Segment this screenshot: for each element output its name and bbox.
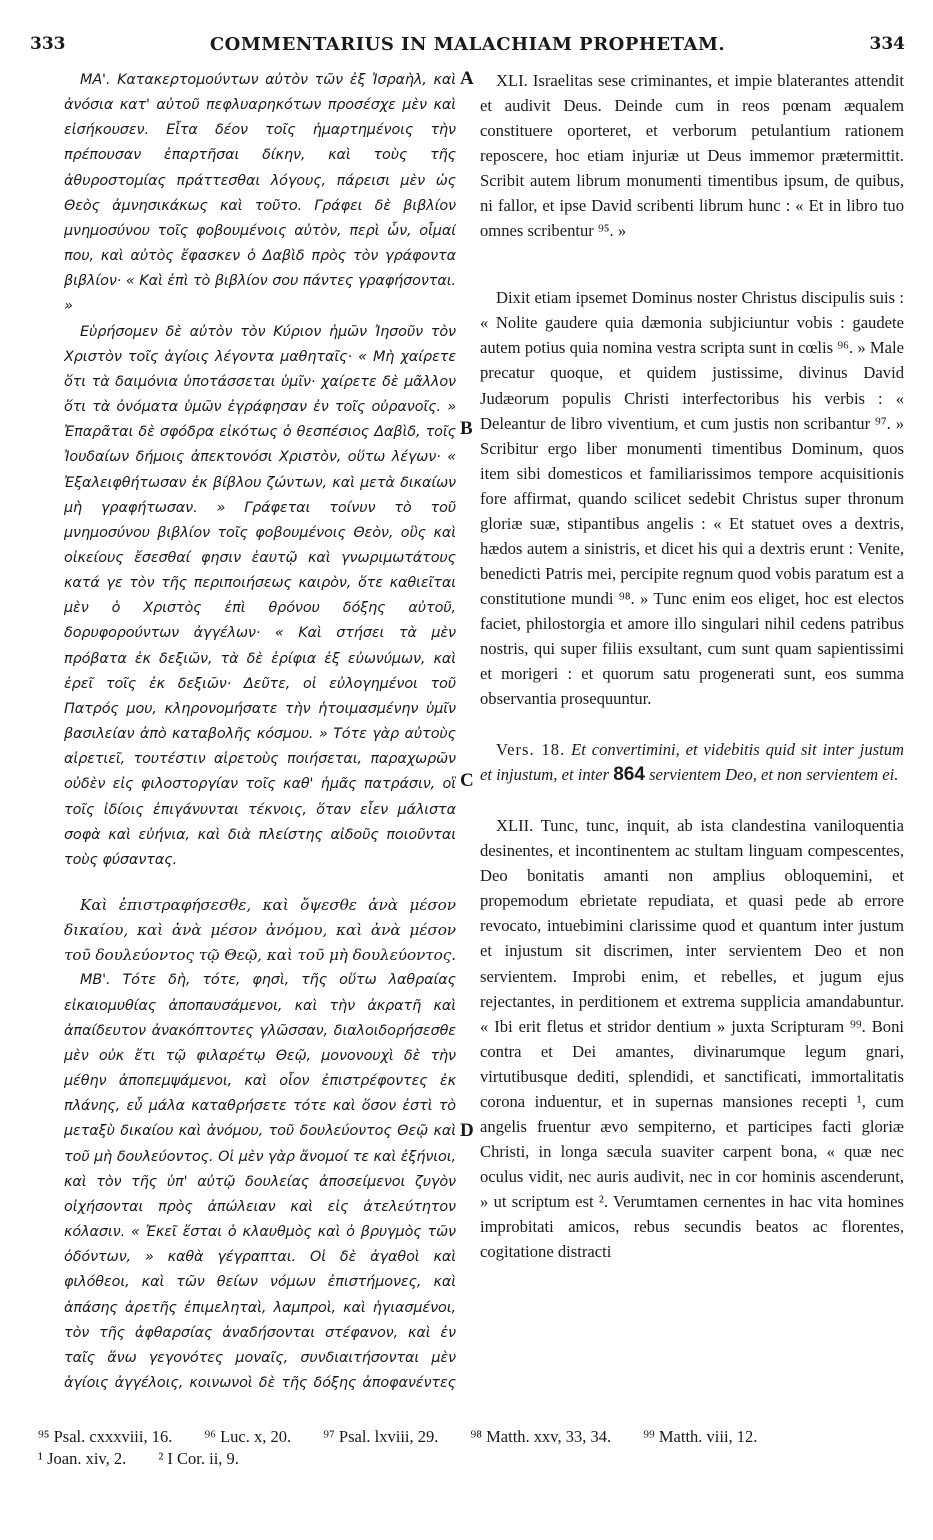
footnotes bbox=[38, 1426, 904, 1470]
footnote-2: ² I Cor. ii, 9. bbox=[158, 1449, 239, 1468]
running-title: COMMENTARIUS IN MALACHIAM PROPHETAM. bbox=[209, 34, 726, 55]
footnote-97: ⁹⁷ Psal. lxviii, 29. bbox=[323, 1427, 439, 1446]
latin-paragraph-42: XLII. Tunc, tunc, inquit, ab ista clandestina vaniloquentia desinentes, et incontinentem ac stultam linguam compescentes, Deo bonitatis amanti non amplius obloquemini, et propemodum ebrietate repudiata, et quasi pede ab errore revocato, intuebimini clarissime quod et quantum inter justum et injustum sit discrimen, inter servientem Deo et non servientem. Improbi enim, et rebelles, et jugum ejus rejectantes, in perditionem et extrema supplicia amandabuntur. « Ibi erit fletus et stridor dentium » juxta Scripturam ⁹⁹. Boni contra et Dei amantes, divinarumque legum gnari, virtutibusque dediti, splendidi, et sanctificati, immortalitatis corona induentur, et in supernas mansiones recepti ¹, cum angelis fruentur ævo sempiterno, et participes facti gloriæ Christi, in longa sæcula suaviter carpent bona, « quæ nec oculus vidit, nec auris audivit, nec in cor hominis ascenderunt, » ut scriptum est ². Verumtamen cernentes in hac vita homines improbitati amicos, rebus secundis beatos ac florentes, cogitatione distracti bbox=[480, 816, 904, 1262]
verse-label: Vers. 18. bbox=[496, 740, 566, 760]
greek-column bbox=[64, 68, 456, 1398]
running-header bbox=[30, 34, 905, 60]
footnote-99: ⁹⁹ Matth. viii, 12. bbox=[643, 1427, 758, 1446]
page-number-left: 333 bbox=[30, 34, 66, 54]
column-number: 864 bbox=[613, 764, 645, 786]
greek-verse: Καὶ ἐπιστραφήσεσθε, καὶ ὄψεσθε ἀνὰ μέσον δικαίου, καὶ ἀνὰ μέσον ἀνόμου, καὶ ἀνὰ μέσον τοῦ δουλεύοντος τῷ Θεῷ, καὶ τοῦ μὴ δουλεύοντος. bbox=[64, 896, 456, 965]
latin-paragraph-41: XLI. Israelitas sese criminantes, et impie blaterantes attendit et audivit Deus. Deinde cum in reos pœnam æqualem constituere oporteret, et verborum petulantium rationem reposcere, hoc etiam injuriæ ut Deus immemor prætermittit. Scribit autem librum monumenti timentibus ipsum, de quibus, ni fallor, et ipse David scribenti librum hunc : « Et in libro tuo omnes scribentur ⁹⁵. » bbox=[480, 71, 904, 241]
section-marker-d: D bbox=[460, 1120, 474, 1141]
footnote-95: ⁹⁵ Psal. cxxxviii, 16. bbox=[38, 1427, 173, 1446]
section-marker-a: A bbox=[460, 68, 474, 89]
footnote-row-1 bbox=[38, 1426, 904, 1448]
latin-verse bbox=[480, 737, 904, 787]
latin-paragraph-41-cont: Dixit etiam ipsemet Dominus noster Christus discipulis suis : « Nolite gaudere quia dæmonia subjiciuntur vobis : gaudete autem potius quia nomina vestra scripta sunt in cœlis ⁹⁶. » Male precatur quoque, et quidem justissime, divinus David Judæorum populis Christi interfectoribus his verbis : « Deleantur de libro viventium, et cum justis non scribantur ⁹⁷. » Scribitur ergo liber monumenti timentibus Dominum, quos item sibi domesticos et familiarissimos tempore acquisitionis fore affirmat, quando scilicet sedebit Christus super thronum gloriæ suæ, stipantibus angelis : « Et statuet oves a dextris, hædos autem a sinistris, et dicet his qui a dextris erunt : Venite, benedicti Patris mei, percipite regnum quod vobis paratum est a constitutione mundi ⁹⁸. » Tunc enim eos eliget, hoc est electos faciet, philostorgia et amore illo singulari nihil cedens patribus nostris, qui super filiis exsultant, cum sunt quam sapientissimi et morigeri : et quorum satu progenerati sunt, eos summa observantia prosequuntur. bbox=[480, 288, 904, 709]
latin-column bbox=[480, 68, 904, 1398]
footnote-98: ⁹⁸ Matth. xxv, 33, 34. bbox=[470, 1427, 612, 1446]
footnote-row-2 bbox=[38, 1448, 904, 1470]
latin-verse-text-a: Et convertimini, et videbitis quid sit inter justum et injustum, et inter bbox=[480, 740, 904, 785]
footnote-1: ¹ Joan. xiv, 2. bbox=[38, 1449, 127, 1468]
section-marker-c: C bbox=[460, 770, 474, 791]
greek-paragraph-42: ΜΒ'. Τότε δὴ, τότε, φησὶ, τῆς οὕτω λαθραίας εἰκαιομυθίας ἀποπαυσάμενοι, καὶ τὴν ἀκρατῆ καὶ ἀπαίδευτον ἀνακόπτοντες γλῶσσαν, διαλοιδορήσεσθε μὲν οὐκ ἔτι τῷ φιλαρέτῳ Θεῷ, μονονουχὶ δὲ τὴν μέθην ἀποπεμψάμενοι, καὶ οἷον ἐπιστρέφοντες ἐκ πλάνης, εὖ μάλα καταθρήσετε τότε καὶ ὅσον ἐστὶ τὸ μεταξὺ δικαίου καὶ ἀνόμου, τοῦ δουλεύοντος Θεῷ καὶ τοῦ μὴ δουλεύοντος. Οἱ μὲν γὰρ ἄνομοί τε καὶ ἐξήνιοι, καὶ τὸν τῆς ὑπ' αὐτῷ δουλείας ἀποσείμενοι ζυγὸν οἰχήσονται πρὸς ἀπώλειαν καὶ εἰς ἀτελεύτητον κόλασιν. « Ἐκεῖ ἔσται ὁ κλαυθμὸς καὶ ὁ βρυγμὸς τῶν ὀδόντων, » καθὰ γέγραπται. Οἱ δὲ ἀγαθοὶ καὶ φιλόθεοι, καὶ τῶν θείων νόμων ἐπιστήμονες, καὶ ἁπάσης ἀρετῆς ἐπιμεληταὶ, λαμπροὶ, καὶ ἡγιασμένοι, τὸν τῆς ἀφθαρσίας ἀναδήσονται στέφανον, καὶ ἐν ταῖς ἄνω γεγονότες μοναῖς, συνδιαιτήσονται μὲν ἁγίοις ἀγγέλοις, κοινωνοὶ δὲ τῆς δόξης ἀποφανέντες bbox=[64, 972, 456, 1391]
greek-paragraph-41: ΜΑ'. Κατακερτομούντων αὐτὸν τῶν ἐξ Ἰσραὴλ, καὶ ἀνόσια κατ' αὐτοῦ πεφλυαρηκότων προσέσχε μὲν καὶ εἰσήκουσεν. Εἶτα δέον τοῖς ἡμαρτημένοις τὴν πρέπουσαν ἐπαρτῆσαι δίκην, καὶ τοὺς τῆς ἀθυροστομίας πράττεσθαι λόγους, πάρεισι μὲν ὡς Θεὸς ἀμνησικάκως καὶ τοῦτο. Γράφει δὲ βιβλίον μνημοσύνου τοῖς φοβουμένοις αὐτὸν, περὶ ὧν, οἶμαί που, καὶ αὐτὸς ἔφασκεν ὁ Δαβὶδ πρὸς τὸν γράφοντα βιβλίον· « Καὶ ἐπὶ τὸ βιβλίον σου πάντες γραφήσονται. » bbox=[64, 72, 456, 315]
page-number-right: 334 bbox=[869, 34, 905, 54]
section-marker-b: B bbox=[460, 418, 473, 439]
footnote-96: ⁹⁶ Luc. x, 20. bbox=[204, 1427, 292, 1446]
greek-paragraph-41-cont: Εὑρήσομεν δὲ αὐτὸν τὸν Κύριον ἡμῶν Ἰησοῦν τὸν Χριστὸν τοῖς ἁγίοις λέγοντα μαθηταῖς· « Μὴ χαίρετε ὅτι τὰ δαιμόνια ὑποτάσσεται ὑμῖν· χαίρετε δὲ μᾶλλον ὅτι τὰ ὀνόματα ὑμῶν ἐγράφησαν ἐν τοῖς οὐρανοῖς. » Ἐπαρᾶται δὲ σφόδρα εἰκότως ὁ θεσπέσιος Δαβὶδ, τοῖς Ἰουδαίων δήμοις ἀπεκτονόσι Χριστὸν, οὕτω λέγων· « Ἐξαλειφθήτωσαν ἐκ βίβλου ζώντων, καὶ μετὰ δικαίων μὴ γραφήτωσαν. » Γράφεται τοίνυν τὸ τοῦ μνημοσύνου βιβλίον τοῖς φοβουμένοις Θεὸν, οὓς καὶ οἰκείους ἔσεσθαί φησιν ἑαυτῷ καὶ γνωριμωτάτους κατά γε τὸν τῆς περιποιήσεως καιρὸν, ὅτε καθιεῖται μὲν ὁ Χριστὸς ἐπὶ θρόνου δόξης αὐτοῦ, δορυφορούντων ἀγγέλων· « Καὶ στήσει τὰ μὲν πρόβατα ἐκ δεξιῶν, τὰ δὲ ἐρίφια ἐξ εὐωνύμων, καὶ ἐρεῖ τοῖς ἐκ δεξιῶν· Δεῦτε, οἱ εὐλογημένοι τοῦ Πατρός μου, κληρονομήσατε τὴν ἡτοιμασμένην ὑμῖν βασιλείαν ἀπὸ καταβολῆς κόσμου. » Τότε γὰρ αὐτοὺς αἱρετιεῖ, τουτέστιν αἱρετοὺς ποιήσεται, παραχωρῶν οὐδὲν εἰς φιλοστοργίαν τοῖς καθ' ἡμᾶς πατράσιν, οἳ τοῖς ἰδίοις ἐπιγάνυνται τέκνοις, ὅταν εἶεν μάλιστα σοφὰ καὶ εὐήνια, καὶ διὰ πλείστης αἰδοῦς ποιοῦνται τοὺς φύσαντας. bbox=[64, 323, 456, 868]
latin-verse-text-b: servientem Deo, et non servientem ei. bbox=[649, 765, 899, 785]
